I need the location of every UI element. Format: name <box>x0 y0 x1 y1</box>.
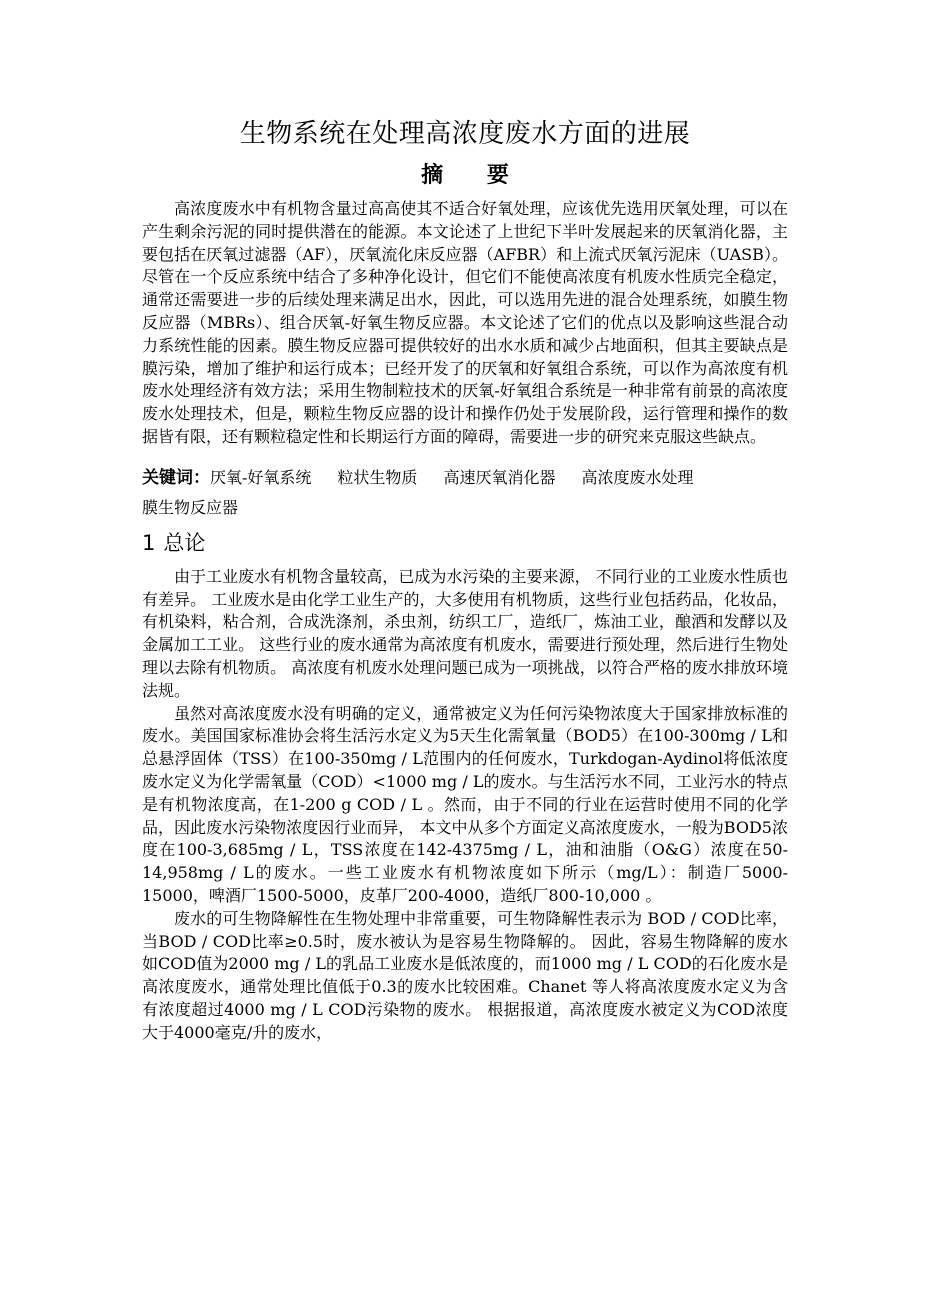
keyword-item: 高速厌氧消化器 <box>443 467 556 487</box>
section-title: 总论 <box>163 530 206 555</box>
keyword-item: 高浓度废水处理 <box>581 467 694 487</box>
keywords-label: 关键词： <box>142 467 210 488</box>
section-number: 1 <box>142 530 156 555</box>
document-title: 生物系统在处理高浓度废水方面的进展 <box>239 119 691 149</box>
body-paragraph: 废水的可生物降解性在生物处理中非常重要，可生物降解性表示为 BOD / COD比率，当BOD / COD比率≥0.5时，废水被认为是容易生物降解的。 因此，容易生物降解的废水如COD值为2000 mg / L的乳品工业废水是低浓度的，而1000 mg / L COD的石化废水是高浓度废水，通常处理比值低于0.3的废水比较困难。Chanet 等人将高浓度废水定义为含有浓度超过4000 mg / L COD污染物的废水。 根据报道，高浓度废水被定义为COD浓度大于4000毫克/升的废水， <box>142 908 788 1042</box>
keywords-block <box>142 463 788 522</box>
body-paragraph: 虽然对高浓度废水没有明确的定义，通常被定义为任何污染物浓度大于国家排放标准的废水。美国国家标准协会将生活污水定义为5天生化需氧量（BOD5）在100-300mg / L和总悬浮固体（TSS）在100-350mg / L范围内的任何废水，Turkdogan-Aydinol将低浓度废水定义为化学需氧量（COD）<1000 mg / L的废水。与生活污水不同，工业污水的特点是有机物浓度高，在1-200 g COD / L 。然而，由于不同的行业在运营时使用不同的化学品，因此废水污染物浓度因行业而异， 本文中从多个方面定义高浓度废水，一般为BOD5浓度在100-3,685mg / L，TSS浓度在142-4375mg / L，油和油脂（O&G）浓度在50-14,958mg / L的废水。一些工业废水有机物浓度如下所示（mg/L）：制造厂5000-15000，啤酒厂1500-5000，皮革厂200-4000，造纸厂800-10,000 。 <box>142 703 788 905</box>
section-heading <box>142 526 788 560</box>
abstract-paragraph: 高浓度废水中有机物含量过高高使其不适合好氧处理，应该优先选用厌氧处理，可以在产生剩余污泥的同时提供潜在的能源。本文论述了上世纪下半叶发展起来的厌氧消化器，主要包括在厌氧过滤器（AF），厌氧流化床反应器（AFBR）和上流式厌氧污泥床（UASB）。尽管在一个反应系统中结合了多种净化设计，但它们不能使高浓度有机废水性质完全稳定，通常还需要进一步的后续处理来满足出水，因此，可以选用先进的混合处理系统，如膜生物反应器（MBRs）、组合厌氧-好氧生物反应器。本文论述了它们的优点以及影响这些混合动力系统性能的因素。膜生物反应器可提供较好的出水水质和减少占地面积，但其主要缺点是膜污染，增加了维护和运行成本；已经开发了的厌氧和好氧组合系统，可以作为高浓度有机废水处理经济有效方法；采用生物制粒技术的厌氧-好氧组合系统是一种非常有前景的高浓度废水处理技术，但是，颗粒生物反应器的设计和操作仍处于发展阶段，运行管理和操作的数据皆有限，还有颗粒稳定性和长期运行方面的障碍，需要进一步的研究来克服这些缺点。 <box>142 199 788 446</box>
abstract-heading: 摘 要 <box>421 163 527 188</box>
body-paragraph: 由于工业废水有机物含量较高，已成为水污染的主要来源， 不同行业的工业废水性质也有差异。 工业废水是由化学工业生产的，大多使用有机物质，这些行业包括药品，化妆品，有机染料，粘合剂，合成洗涤剂，杀虫剂，纺织工厂，造纸厂，炼油工业，酿酒和发酵以及金属加工工业。 这些行业的废水通常为高浓度有机废水，需要进行预处理，然后进行生物处理以去除有机物质。 高浓度有机废水处理问题已成为一项挑战，以符合严格的废水排放环境法规。 <box>142 566 788 700</box>
keyword-item: 粒状生物质 <box>337 467 418 487</box>
document-page <box>142 112 788 1045</box>
keyword-item: 膜生物反应器 <box>142 497 239 517</box>
keyword-item: 厌氧-好氧系统 <box>210 467 312 487</box>
